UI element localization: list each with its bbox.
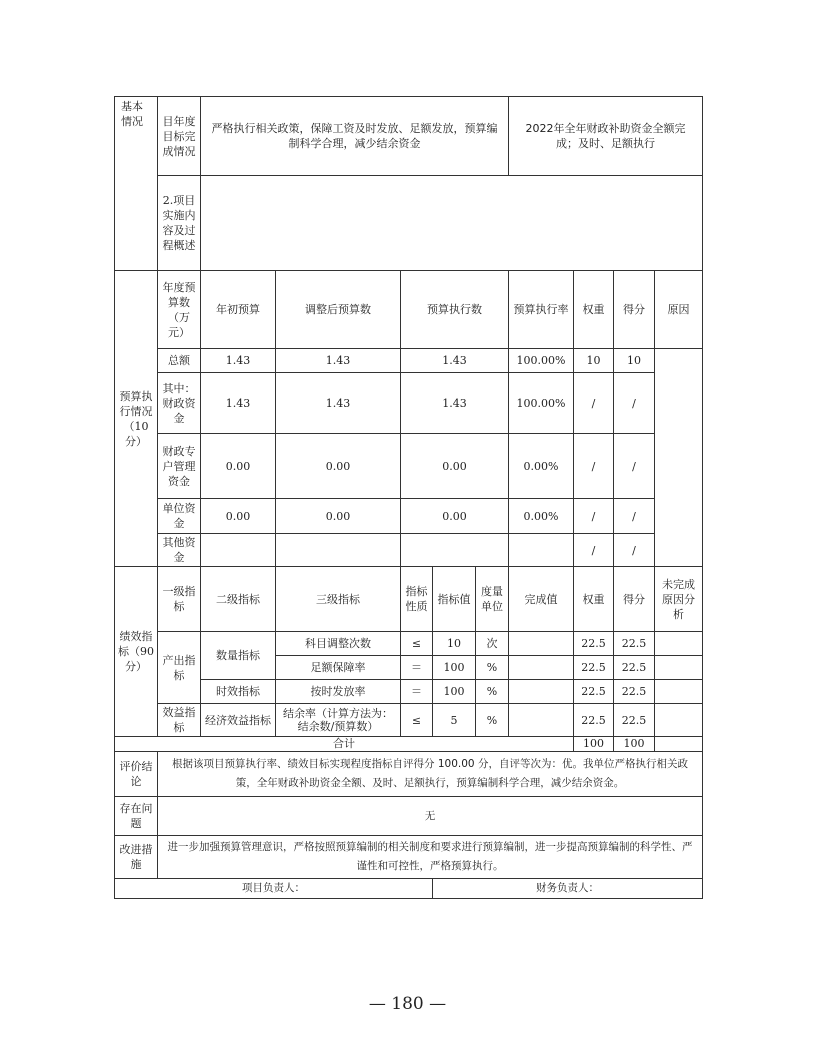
cell: 0.00% (509, 499, 574, 534)
cell: % (476, 704, 509, 737)
project-lead: 项目负责人： (115, 879, 433, 899)
header-initial-budget: 年初预算 (201, 271, 276, 349)
header-unfinished-reason: 未完成原因分析 (655, 567, 703, 632)
header-executed: 预算执行数 (401, 271, 509, 349)
cell: 22.5 (574, 680, 614, 704)
header-annual-budget: 年度预算数（万元） (158, 271, 201, 349)
cell: 22.5 (574, 656, 614, 680)
cell: 0.00% (509, 434, 574, 499)
header-weight: 权重 (574, 567, 614, 632)
cell: 1.43 (276, 373, 401, 434)
total-score: 100 (614, 737, 655, 752)
cell: 0.00 (201, 499, 276, 534)
row-label: 财政专户管理资金 (158, 434, 201, 499)
table-row (115, 499, 703, 534)
header-target: 指标值 (433, 567, 476, 632)
cell (509, 656, 574, 680)
header-adjusted-budget: 调整后预算数 (276, 271, 401, 349)
goal-result: 2022年全年财政补助资金全额完成；及时、足额执行 (509, 97, 703, 176)
issues-text: 无 (158, 797, 703, 836)
table-row (115, 704, 703, 737)
header-reason: 原因 (655, 271, 703, 349)
header-lvl1: 一级指标 (158, 567, 201, 632)
header-score: 得分 (614, 567, 655, 632)
total-weight: 100 (574, 737, 614, 752)
header-exec-rate: 预算执行率 (509, 271, 574, 349)
basic-label: 基本情况 (115, 97, 158, 271)
row-label: 其他资金 (158, 534, 201, 567)
cell (655, 632, 703, 656)
cell: 100 (433, 680, 476, 704)
header-lvl2: 二级指标 (201, 567, 276, 632)
cell: 足额保障率 (276, 656, 401, 680)
cell: 22.5 (614, 704, 655, 737)
lvl1-output: 产出指标 (158, 632, 201, 704)
row-label: 单位资金 (158, 499, 201, 534)
impl-content[interactable] (201, 176, 703, 271)
cell: / (614, 434, 655, 499)
improve-text: 进一步加强预算管理意识，严格按照预算编制的相关制度和要求进行预算编制，进一步提高预算编制的科学性、严谨性和可控性，严格预算执行。 (158, 836, 703, 879)
cell (509, 534, 574, 567)
cell: 1.43 (401, 373, 509, 434)
cell: 22.5 (574, 632, 614, 656)
cell (401, 534, 509, 567)
cell: 22.5 (614, 632, 655, 656)
cell: 0.00 (276, 434, 401, 499)
cell (655, 737, 703, 752)
cell: 5 (433, 704, 476, 737)
table-row (115, 373, 703, 434)
cell: 100 (433, 656, 476, 680)
cell: ＝ (401, 680, 433, 704)
budget-label: 预算执行情况（10分） (115, 271, 158, 567)
cell: 100.00% (509, 349, 574, 373)
row-label: 其中：财政资金 (158, 373, 201, 434)
cell (509, 704, 574, 737)
cell: ＝ (401, 656, 433, 680)
header-actual: 完成值 (509, 567, 574, 632)
cell: 22.5 (574, 704, 614, 737)
issues-label: 存在问题 (115, 797, 158, 836)
row-label: 总额 (158, 349, 201, 373)
total-label: 合计 (115, 737, 574, 752)
cell: 0.00 (276, 499, 401, 534)
cell: % (476, 656, 509, 680)
impl-label: 2.项目实施内容及过程概述 (158, 176, 201, 271)
cell: % (476, 680, 509, 704)
cell: 0.00 (401, 499, 509, 534)
reason-cell[interactable] (655, 349, 703, 567)
cell: 按时发放率 (276, 680, 401, 704)
cell (655, 704, 703, 737)
performance-evaluation-table (114, 96, 703, 899)
cell (201, 534, 276, 567)
cell: 次 (476, 632, 509, 656)
goal-label: 目年度目标完成情况 (158, 97, 201, 176)
table-row (115, 434, 703, 499)
cell (655, 656, 703, 680)
cell: / (614, 373, 655, 434)
cell (655, 680, 703, 704)
cell: 1.43 (201, 349, 276, 373)
table-row (115, 534, 703, 567)
cell: 100.00% (509, 373, 574, 434)
perf-label: 绩效指标（90分） (115, 567, 158, 737)
cell (509, 632, 574, 656)
cell: 结余率（计算方法为：结余数/预算数） (276, 704, 401, 737)
cell: 1.43 (201, 373, 276, 434)
cell: / (574, 373, 614, 434)
header-weight: 权重 (574, 271, 614, 349)
cell (276, 534, 401, 567)
improve-label: 改进措施 (115, 836, 158, 879)
table-row (115, 632, 703, 656)
cell: 10 (433, 632, 476, 656)
cell: 科目调整次数 (276, 632, 401, 656)
page-number: — 180 — (368, 994, 447, 1014)
cell: 10 (614, 349, 655, 373)
cell: / (614, 499, 655, 534)
total-row (115, 737, 703, 752)
cell: / (574, 499, 614, 534)
header-lvl3: 三级指标 (276, 567, 401, 632)
cell: 0.00 (201, 434, 276, 499)
conclusion-text: 根据该项目预算执行率、绩效目标实现程度指标自评得分 100.00 分，自评等次为：优。我单位严格执行相关政策，全年财政补助资金全额、及时、足额执行，预算编制科学合理，减少结余资金。 (158, 752, 703, 797)
header-nature: 指标性质 (401, 567, 433, 632)
header-unit: 度量单位 (476, 567, 509, 632)
finance-lead: 财务负责人： (433, 879, 703, 899)
cell: / (614, 534, 655, 567)
cell: 0.00 (401, 434, 509, 499)
goal-text: 严格执行相关政策，保障工资及时发放、足额发放，预算编制科学合理，减少结余资金 (201, 97, 509, 176)
cell: ≤ (401, 704, 433, 737)
cell: 22.5 (614, 656, 655, 680)
cell: / (574, 534, 614, 567)
lvl1-benefit: 效益指标 (158, 704, 201, 737)
table-row (115, 349, 703, 373)
cell: / (574, 434, 614, 499)
cell: 22.5 (614, 680, 655, 704)
cell: 10 (574, 349, 614, 373)
conclusion-label: 评价结论 (115, 752, 158, 797)
cell: 1.43 (401, 349, 509, 373)
lvl2-quantity: 数量指标 (201, 632, 276, 680)
cell: 1.43 (276, 349, 401, 373)
cell (509, 680, 574, 704)
cell: ≤ (401, 632, 433, 656)
lvl2-timeliness: 时效指标 (201, 680, 276, 704)
table-row (115, 680, 703, 704)
header-score: 得分 (614, 271, 655, 349)
lvl2-economic: 经济效益指标 (201, 704, 276, 737)
